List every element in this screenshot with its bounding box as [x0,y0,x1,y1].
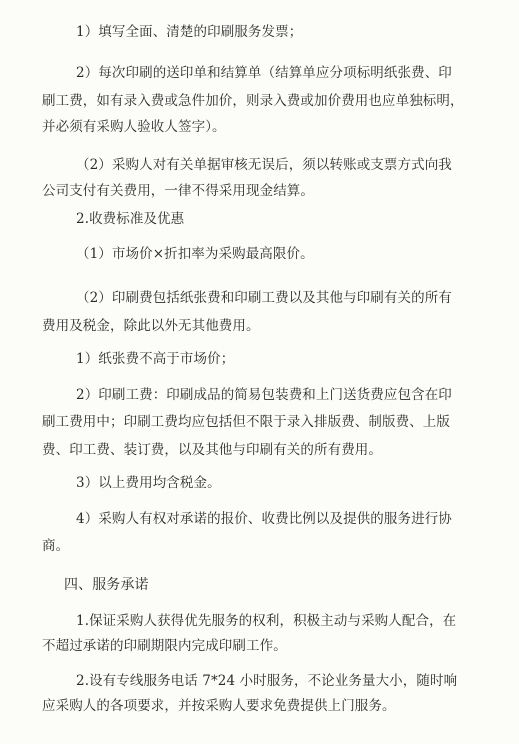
text-line: 2）每次印刷的送印单和结算单（结算单应分项标明纸张费、印 [76,65,452,81]
text-line: （2）采购人对有关单据审核无误后，须以转账或支票方式向我 [76,157,452,173]
text-line: 费、印工费、装订费，以及其他与印刷有关的所有费用。 [42,442,382,458]
text-line: 4）采购人有权对承诺的报价、收费比例以及提供的服务进行协 [76,511,452,527]
text-line: 并必须有采购人验收人签字）。 [42,119,226,135]
section-heading: 2.收费标准及优惠 [76,211,185,227]
text-line: 商。 [42,538,70,554]
text-line: 刷工费用中；印刷工费均应包括但不限于录入排版费、制版费、上版 [42,414,450,430]
text-line: 1.保证采购人获得优先服务的权利，积极主动与采购人配合，在 [76,613,457,629]
text-line: 不超过承诺的印刷期限内完成印刷工作。 [42,638,287,654]
text-line: 应采购人的各项要求，并按采购人要求免费提供上门服务。 [42,698,396,714]
text-line: 刷工费，如有录入费或急件加价，则录入费或加价费用也应单独标明， [42,93,464,109]
text-line: 1）纸张费不高于市场价； [76,351,235,367]
text-line: 费用及税金，除此以外无其他费用。 [42,318,260,334]
text-line: 2.设有专线服务电话 7*24 小时服务，不论业务量大小，随时响 [76,673,458,689]
text-line: 1）填写全面、清楚的印刷服务发票； [76,24,303,40]
text-line: 3）以上费用均含税金。 [76,475,221,491]
text-line: （2）印刷费包括纸张费和印刷工费以及其他与印刷有关的所有 [76,290,452,306]
text-line: 公司支付有关费用，一律不得采用现金结算。 [42,183,314,199]
text-line: （1）市场价×折扣率为采购最高限价。 [76,246,314,262]
section-heading: 四、服务承诺 [64,577,149,593]
text-line: 2）印刷工费：印刷成品的简易包装费和上门送货费应包含在印 [76,387,452,403]
